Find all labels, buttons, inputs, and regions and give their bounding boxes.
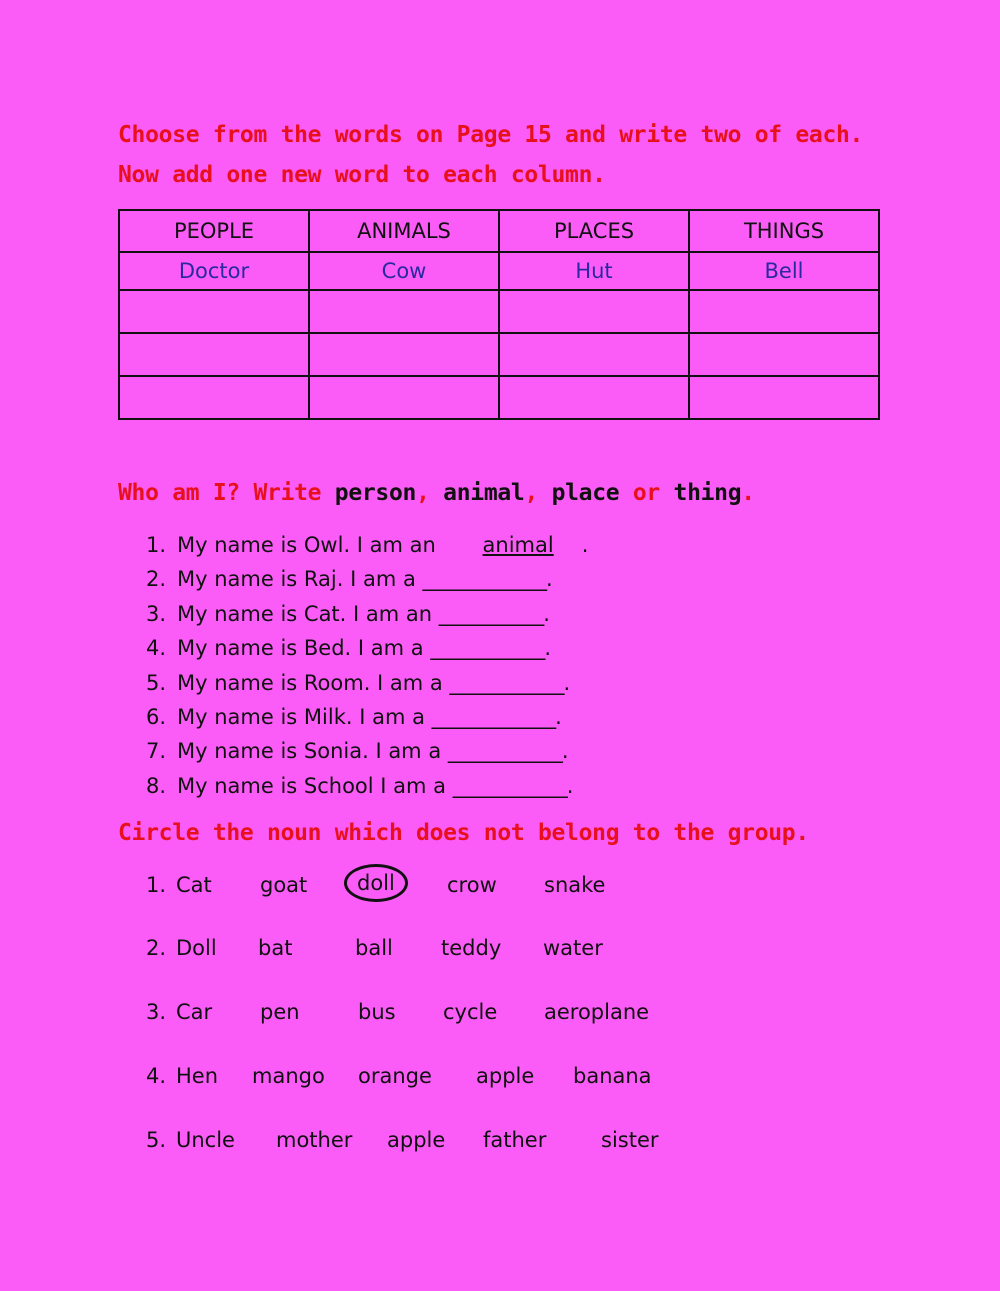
header-places: PLACES — [499, 210, 689, 252]
blank-cell[interactable] — [309, 333, 499, 376]
circled-word-option[interactable]: doll — [344, 864, 408, 902]
blank-cell[interactable] — [689, 376, 879, 419]
word-option[interactable]: snake — [544, 873, 606, 897]
word-option[interactable]: crow — [447, 873, 497, 897]
word-option[interactable]: mother — [276, 1128, 353, 1152]
row-number: 1. — [146, 873, 167, 897]
word-option[interactable]: Doll — [176, 936, 217, 960]
blank-cell[interactable] — [689, 290, 879, 333]
word-option[interactable]: banana — [573, 1064, 652, 1088]
word-option[interactable]: cycle — [443, 1000, 498, 1024]
answer-blank[interactable]: ____________ — [452, 773, 567, 798]
word-option[interactable]: goat — [260, 873, 308, 897]
blank-cell[interactable] — [309, 290, 499, 333]
who-am-i-heading: Who am I? Write person, animal, place or thing. — [118, 480, 755, 506]
word-option[interactable]: sister — [601, 1128, 659, 1152]
example-people: Doctor — [119, 252, 309, 290]
example-things: Bell — [689, 252, 879, 290]
blank-cell[interactable] — [499, 376, 689, 419]
word-option[interactable]: teddy — [441, 936, 502, 960]
instruction-line-1: Choose from the words on Page 15 and write two of each. — [118, 122, 864, 148]
answer-blank[interactable]: _____________ — [422, 567, 546, 592]
list-item: 3. My name is Cat. I am an ___________. — [146, 601, 550, 626]
word-option[interactable]: bat — [258, 936, 293, 960]
word-option[interactable]: Uncle — [176, 1128, 235, 1152]
blank-cell[interactable] — [119, 333, 309, 376]
word-option[interactable]: water — [543, 936, 603, 960]
row-number: 3. — [146, 1000, 167, 1024]
word-option[interactable]: father — [483, 1128, 547, 1152]
example-places: Hut — [499, 252, 689, 290]
answer-animal[interactable]: animal — [482, 533, 554, 557]
header-things: THINGS — [689, 210, 879, 252]
answer-blank[interactable]: ____________ — [430, 636, 545, 661]
list-item: 8. My name is School I am a ____________. — [146, 773, 574, 798]
circle-noun-heading: Circle the noun which does not belong to the group. — [118, 820, 809, 846]
word-option[interactable]: Car — [176, 1000, 213, 1024]
word-option[interactable]: orange — [358, 1064, 432, 1088]
blank-cell[interactable] — [309, 376, 499, 419]
header-people: PEOPLE — [119, 210, 309, 252]
answer-blank[interactable]: _____________ — [431, 704, 556, 729]
row-number: 5. — [146, 1128, 167, 1152]
noun-table — [118, 209, 880, 420]
answer-blank[interactable]: ____________ — [447, 739, 562, 764]
word-option[interactable]: aeroplane — [544, 1000, 650, 1024]
list-item: 7. My name is Sonia. I am a ____________. — [146, 739, 569, 764]
list-item: 1. My name is Owl. I am an animal . — [146, 528, 588, 562]
list-item: 5. My name is Room. I am a ____________. — [146, 670, 571, 695]
row-number: 4. — [146, 1064, 167, 1088]
blank-cell[interactable] — [119, 290, 309, 333]
list-item: 4. My name is Bed. I am a ____________. — [146, 636, 552, 661]
word-option[interactable]: ball — [355, 936, 393, 960]
word-option[interactable]: Cat — [176, 873, 212, 897]
answer-blank[interactable]: ___________ — [438, 601, 544, 626]
word-option[interactable]: Hen — [176, 1064, 219, 1088]
who-am-i-list — [146, 528, 588, 803]
word-option[interactable]: bus — [358, 1000, 396, 1024]
instruction-line-2: Now add one new word to each column. — [118, 162, 606, 188]
answer-blank[interactable]: ____________ — [449, 670, 564, 695]
list-item: 6. My name is Milk. I am a _____________. — [146, 704, 562, 729]
blank-cell[interactable] — [499, 333, 689, 376]
blank-cell[interactable] — [689, 333, 879, 376]
blank-cell[interactable] — [499, 290, 689, 333]
row-number: 2. — [146, 936, 167, 960]
blank-cell[interactable] — [119, 376, 309, 419]
word-option[interactable]: apple — [476, 1064, 535, 1088]
list-item: 2. My name is Raj. I am a _____________. — [146, 567, 553, 592]
header-animals: ANIMALS — [309, 210, 499, 252]
example-animals: Cow — [309, 252, 499, 290]
word-option[interactable]: pen — [260, 1000, 300, 1024]
word-option[interactable]: mango — [252, 1064, 325, 1088]
word-option[interactable]: apple — [387, 1128, 446, 1152]
